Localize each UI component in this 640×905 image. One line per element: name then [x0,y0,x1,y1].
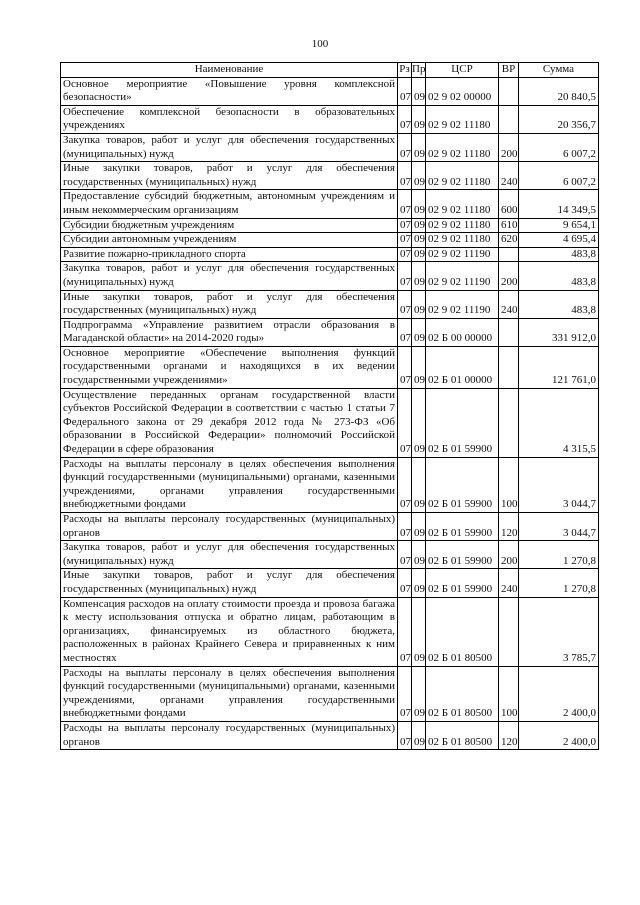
cell-rz: 07 [398,105,412,133]
cell-pr: 09 [412,105,426,133]
cell-name: Развитие пожарно-прикладного спорта [61,247,398,262]
cell-pr: 09 [412,541,426,569]
cell-rz: 07 [398,218,412,233]
cell-sum: 6 007,2 [519,133,599,161]
cell-pr: 09 [412,162,426,190]
header-csr: ЦСР [426,63,499,78]
cell-sum: 4 695,4 [519,233,599,248]
cell-rz: 07 [398,247,412,262]
cell-pr: 09 [412,247,426,262]
table-row [61,346,599,388]
cell-pr: 09 [412,190,426,218]
cell-sum: 483,8 [519,247,599,262]
cell-rz: 07 [398,388,412,457]
cell-csr: 02 Б 01 80500 [426,666,499,721]
cell-rz: 07 [398,77,412,105]
cell-name: Иные закупки товаров, работ и услуг для обеспечения государственных (муниципальных) нужд [61,290,398,318]
cell-name: Расходы на выплаты персоналу государственных (муниципальных) органов [61,513,398,541]
cell-vr: 240 [499,569,519,597]
table-row [61,233,599,248]
cell-csr: 02 Б 01 59900 [426,388,499,457]
cell-name: Субсидии бюджетным учреждениям [61,218,398,233]
table-row [61,105,599,133]
cell-name: Основное мероприятие «Обеспечение выполнения функций государственными органами и находящихся в их ведении государственными учреждениями» [61,346,398,388]
cell-pr: 09 [412,597,426,666]
budget-table [60,62,599,750]
cell-name: Расходы на выплаты персоналу государственных (муниципальных) органов [61,721,398,749]
cell-vr: 240 [499,162,519,190]
cell-name: Закупка товаров, работ и услуг для обеспечения государственных (муниципальных) нужд [61,541,398,569]
cell-pr: 09 [412,133,426,161]
cell-sum: 3 785,7 [519,597,599,666]
cell-vr: 200 [499,262,519,290]
cell-sum: 6 007,2 [519,162,599,190]
cell-sum: 2 400,0 [519,666,599,721]
header-vr: ВР [499,63,519,78]
cell-name: Осуществление переданных органам государственной власти субъектов Российской Федерации в соответствии с частью 1 статьи 7 Федерального закона от 29 декабря 2012 года № 273-ФЗ «Об образовании в Российской Федерации» полномочий Российской Федерации в сфере образования [61,388,398,457]
cell-vr: 120 [499,721,519,749]
table-row [61,388,599,457]
cell-csr: 02 Б 00 00000 [426,318,499,346]
cell-csr: 02 Б 01 00000 [426,346,499,388]
cell-pr: 09 [412,666,426,721]
cell-rz: 07 [398,569,412,597]
cell-csr: 02 Б 01 59900 [426,457,499,512]
cell-sum: 20 840,5 [519,77,599,105]
cell-pr: 09 [412,233,426,248]
cell-rz: 07 [398,721,412,749]
cell-vr: 100 [499,457,519,512]
cell-vr: 610 [499,218,519,233]
cell-sum: 20 356,7 [519,105,599,133]
cell-rz: 07 [398,318,412,346]
cell-name: Компенсация расходов на оплату стоимости проезда и провоза багажа к месту использования отпуска и обратно лицам, работающим в организациях, финансируемых из областного бюджета, расположенных в районах Крайнего Севера и приравненных к ним местностях [61,597,398,666]
header-name: Наименование [61,63,398,78]
cell-sum: 14 349,5 [519,190,599,218]
cell-vr [499,346,519,388]
cell-name: Расходы на выплаты персоналу в целях обеспечения выполнения функций государственными (муниципальными) органами, казенными учреждениями, органами управления государственными внебюджетными фондами [61,666,398,721]
cell-vr: 600 [499,190,519,218]
cell-name: Иные закупки товаров, работ и услуг для обеспечения государственных (муниципальных) нужд [61,569,398,597]
table-row [61,513,599,541]
cell-sum: 121 761,0 [519,346,599,388]
cell-rz: 07 [398,513,412,541]
cell-sum: 483,8 [519,290,599,318]
cell-pr: 09 [412,290,426,318]
cell-pr: 09 [412,457,426,512]
cell-pr: 09 [412,346,426,388]
cell-vr: 620 [499,233,519,248]
table-row [61,162,599,190]
cell-vr [499,388,519,457]
header-row [61,63,599,78]
cell-vr [499,105,519,133]
cell-name: Иные закупки товаров, работ и услуг для обеспечения государственных (муниципальных) нужд [61,162,398,190]
cell-csr: 02 9 02 11180 [426,218,499,233]
header-pr: Пр [412,63,426,78]
cell-vr: 120 [499,513,519,541]
cell-pr: 09 [412,569,426,597]
cell-name: Предоставление субсидий бюджетным, автономным учреждениям и иным некоммерческим организациям [61,190,398,218]
cell-name: Основное мероприятие «Повышение уровня комплексной безопасности» [61,77,398,105]
cell-rz: 07 [398,162,412,190]
cell-rz: 07 [398,190,412,218]
cell-csr: 02 9 02 11190 [426,290,499,318]
cell-sum: 3 044,7 [519,513,599,541]
cell-sum: 1 270,8 [519,541,599,569]
cell-name: Закупка товаров, работ и услуг для обеспечения государственных (муниципальных) нужд [61,262,398,290]
cell-csr: 02 9 02 11180 [426,190,499,218]
header-rz: Рз [398,63,412,78]
cell-rz: 07 [398,597,412,666]
cell-csr: 02 9 02 11180 [426,233,499,248]
table-row [61,262,599,290]
cell-sum: 9 654,1 [519,218,599,233]
cell-vr: 240 [499,290,519,318]
cell-name: Подпрограмма «Управление развитием отрасли образования в Магаданской области» на 2014-2020 годы» [61,318,398,346]
cell-sum: 483,8 [519,262,599,290]
cell-name: Закупка товаров, работ и услуг для обеспечения государственных (муниципальных) нужд [61,133,398,161]
table-row [61,218,599,233]
cell-rz: 07 [398,262,412,290]
cell-csr: 02 Б 01 80500 [426,721,499,749]
table-row [61,541,599,569]
cell-csr: 02 Б 01 59900 [426,541,499,569]
cell-pr: 09 [412,721,426,749]
cell-vr: 200 [499,541,519,569]
cell-name: Обеспечение комплексной безопасности в образовательных учреждениях [61,105,398,133]
page-number: 100 [311,38,329,50]
cell-sum: 3 044,7 [519,457,599,512]
cell-csr: 02 9 02 11180 [426,162,499,190]
cell-rz: 07 [398,133,412,161]
cell-vr: 100 [499,666,519,721]
table-row [61,597,599,666]
table-row [61,133,599,161]
table-row [61,318,599,346]
table-row [61,247,599,262]
cell-csr: 02 Б 01 59900 [426,569,499,597]
cell-rz: 07 [398,666,412,721]
cell-csr: 02 9 02 11190 [426,262,499,290]
table-row [61,457,599,512]
table-row [61,77,599,105]
table-header [61,63,599,78]
cell-pr: 09 [412,262,426,290]
cell-pr: 09 [412,77,426,105]
cell-rz: 07 [398,290,412,318]
cell-sum: 2 400,0 [519,721,599,749]
cell-sum: 331 912,0 [519,318,599,346]
cell-csr: 02 9 02 00000 [426,77,499,105]
cell-csr: 02 9 02 11180 [426,105,499,133]
table-row [61,666,599,721]
cell-name: Субсидии автономным учреждениям [61,233,398,248]
cell-rz: 07 [398,233,412,248]
cell-sum: 1 270,8 [519,569,599,597]
table-row [61,190,599,218]
cell-pr: 09 [412,218,426,233]
cell-csr: 02 Б 01 59900 [426,513,499,541]
cell-vr [499,318,519,346]
cell-vr [499,247,519,262]
table-body [61,77,599,750]
cell-pr: 09 [412,388,426,457]
cell-vr: 200 [499,133,519,161]
cell-pr: 09 [412,318,426,346]
cell-csr: 02 9 02 11190 [426,247,499,262]
header-sum: Сумма [519,63,599,78]
cell-rz: 07 [398,541,412,569]
cell-vr [499,597,519,666]
cell-rz: 07 [398,457,412,512]
table-row [61,290,599,318]
cell-vr [499,77,519,105]
cell-name: Расходы на выплаты персоналу в целях обеспечения выполнения функций государственными (муниципальными) органами, казенными учреждениями, органами управления государственными внебюджетными фондами [61,457,398,512]
table-row [61,721,599,749]
cell-rz: 07 [398,346,412,388]
cell-pr: 09 [412,513,426,541]
cell-csr: 02 Б 01 80500 [426,597,499,666]
cell-sum: 4 315,5 [519,388,599,457]
table-row [61,569,599,597]
cell-csr: 02 9 02 11180 [426,133,499,161]
